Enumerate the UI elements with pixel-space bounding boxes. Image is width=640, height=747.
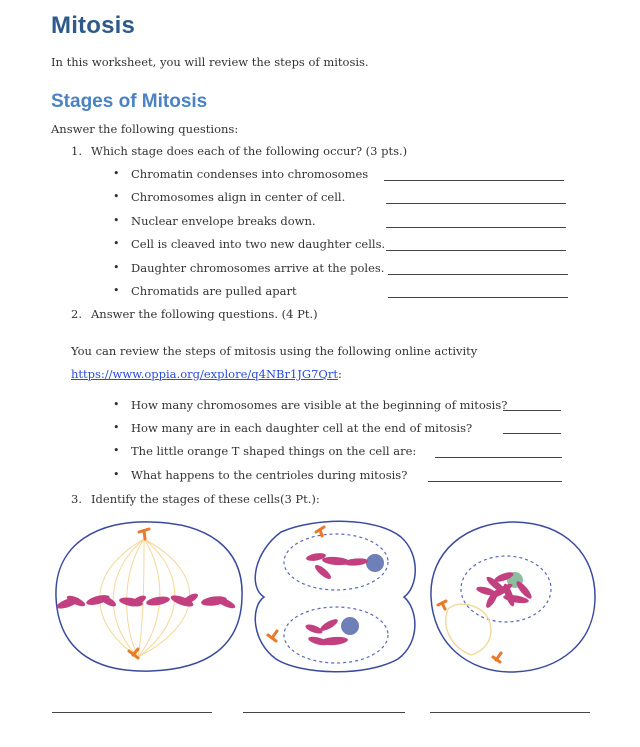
q1-text: Which stage does each of the following occur? (3 pts.) bbox=[91, 144, 408, 158]
answer-blank[interactable] bbox=[386, 250, 566, 251]
nucleolus bbox=[341, 617, 359, 635]
q2-text: Answer the following questions. (4 Pt.) bbox=[91, 307, 318, 321]
bullet-icon: • bbox=[113, 261, 120, 274]
q3-number: 3. bbox=[71, 492, 82, 506]
q1-item-text: Chromatin condenses into chromosomes bbox=[131, 167, 369, 181]
answer-blank[interactable] bbox=[503, 410, 561, 411]
q2-item-text: What happens to the centrioles during mitosis? bbox=[131, 468, 408, 482]
answer-blank[interactable] bbox=[435, 457, 562, 458]
section-title: Stages of Mitosis bbox=[51, 91, 208, 112]
bullet-icon: • bbox=[113, 444, 120, 457]
q3-text: Identify the stages of these cells(3 Pt.): bbox=[91, 492, 320, 506]
instruction-text: Answer the following questions: bbox=[51, 122, 239, 136]
q2-item-text: The little orange T shaped things on the cell are: bbox=[131, 444, 417, 458]
page-title: Mitosis bbox=[51, 12, 136, 39]
link-suffix: : bbox=[337, 367, 342, 381]
q2-item-text: How many chromosomes are visible at the beginning of mitosis? bbox=[131, 398, 508, 412]
q2-number: 2. bbox=[71, 307, 82, 321]
answer-blank[interactable] bbox=[388, 297, 568, 298]
bullet-icon: • bbox=[113, 214, 120, 227]
answer-blank[interactable] bbox=[503, 433, 561, 434]
bullet-icon: • bbox=[113, 237, 120, 250]
answer-blank[interactable] bbox=[384, 180, 564, 181]
nucleolus bbox=[366, 554, 384, 572]
answer-blank[interactable] bbox=[428, 481, 562, 482]
cell-2-telophase bbox=[255, 521, 415, 671]
review-text: You can review the steps of mitosis using the following online activity bbox=[71, 344, 478, 358]
q1-item-text: Daughter chromosomes arrive at the poles. bbox=[131, 261, 385, 275]
cell-3-answer-blank[interactable] bbox=[430, 712, 590, 713]
q1-item-text: Chromosomes align in center of cell. bbox=[131, 190, 346, 204]
cell-1-answer-blank[interactable] bbox=[52, 712, 212, 713]
q1-item-text: Nuclear envelope breaks down. bbox=[131, 214, 316, 228]
q1-item-text: Chromatids are pulled apart bbox=[131, 284, 297, 298]
bullet-icon: • bbox=[113, 284, 120, 297]
cell-illustrations bbox=[46, 517, 602, 677]
answer-blank[interactable] bbox=[386, 227, 566, 228]
bullet-icon: • bbox=[113, 468, 120, 481]
cell-1-metaphase bbox=[55, 522, 242, 671]
answer-blank[interactable] bbox=[388, 274, 568, 275]
answer-blank[interactable] bbox=[386, 203, 566, 204]
cell-2-answer-blank[interactable] bbox=[243, 712, 405, 713]
intro-text: In this worksheet, you will review the steps of mitosis. bbox=[51, 55, 369, 69]
q1-item-text: Cell is cleaved into two new daughter cells. bbox=[131, 237, 386, 251]
activity-link-line bbox=[71, 367, 342, 381]
q2-item-text: How many are in each daughter cell at the end of mitosis? bbox=[131, 421, 473, 435]
cell-membrane bbox=[255, 521, 415, 671]
activity-link[interactable]: https://www.oppia.org/explore/q4NBr1JG7Qrt bbox=[71, 367, 338, 381]
q1-number: 1. bbox=[71, 144, 82, 158]
bullet-icon: • bbox=[113, 398, 120, 411]
cell-3-prophase bbox=[431, 522, 595, 672]
bullet-icon: • bbox=[113, 167, 120, 180]
bullet-icon: • bbox=[113, 190, 120, 203]
bullet-icon: • bbox=[113, 421, 120, 434]
